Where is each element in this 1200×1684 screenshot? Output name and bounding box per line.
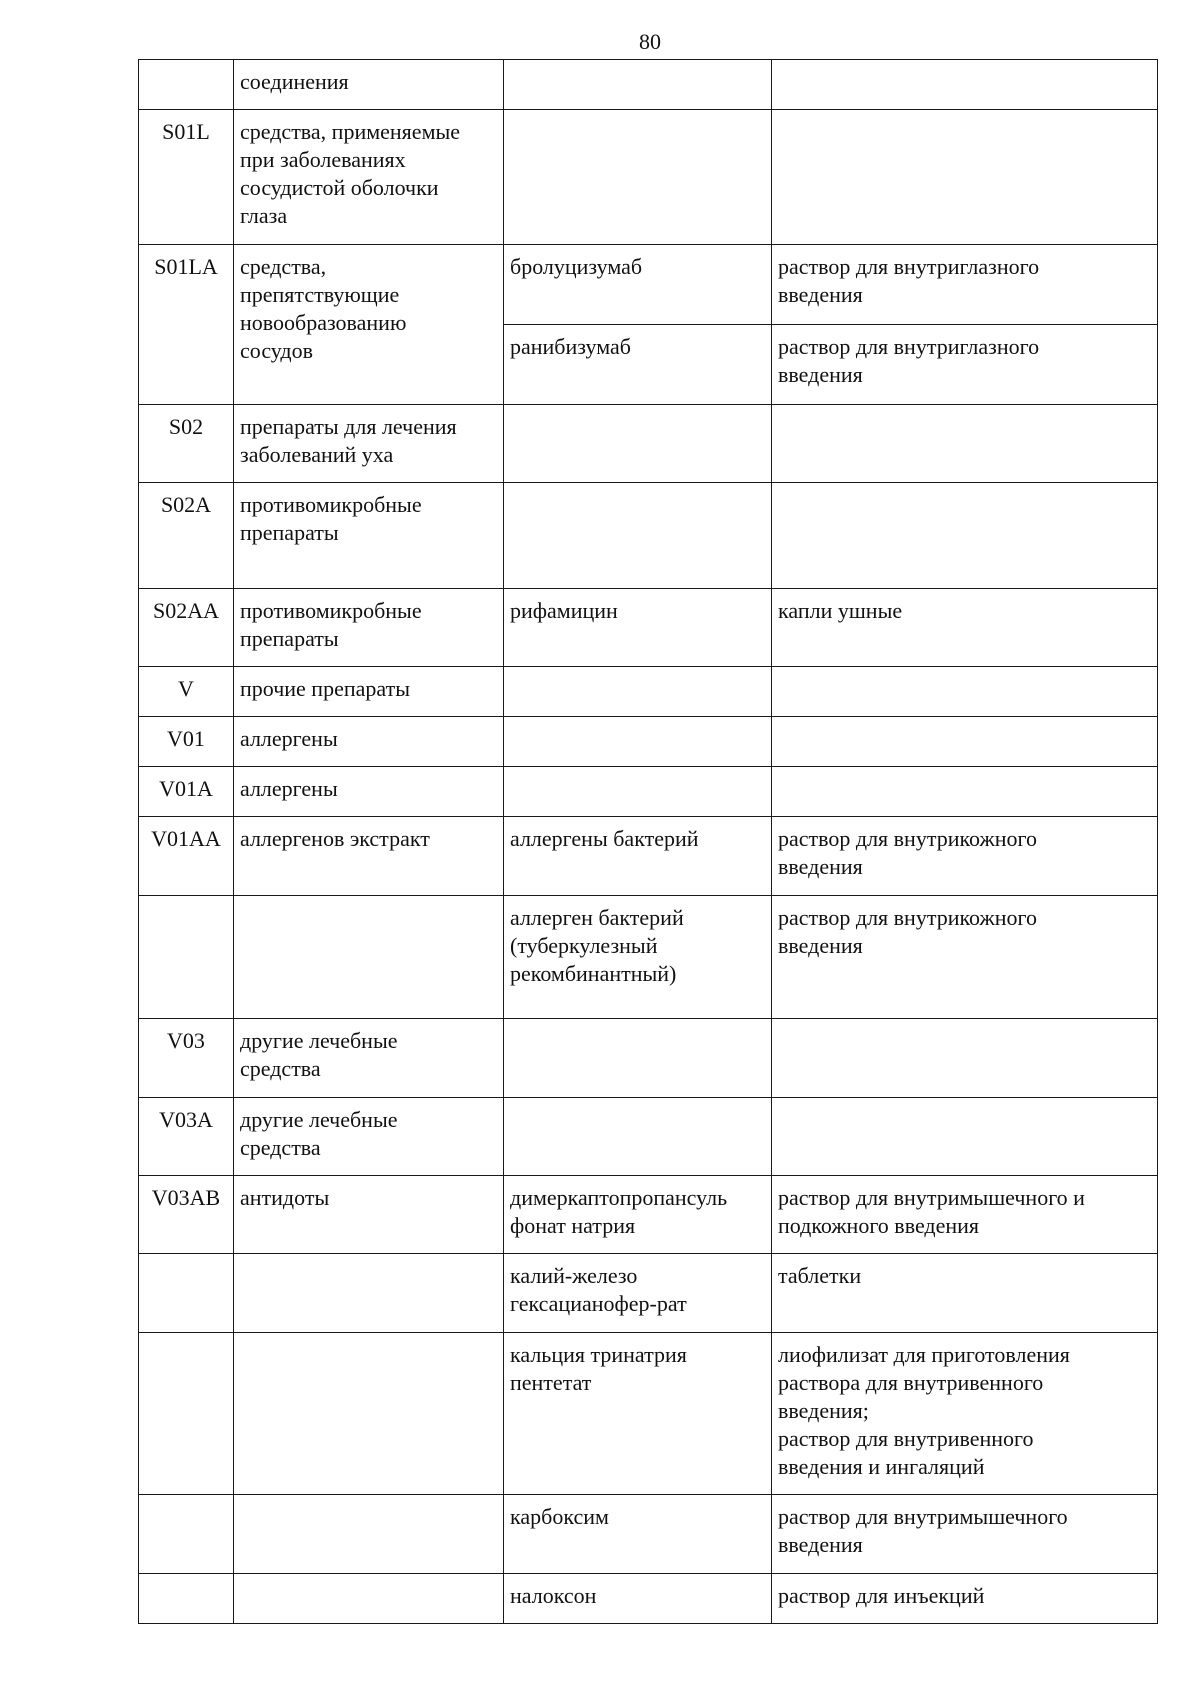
- form-cell: [772, 110, 1158, 245]
- code-cell: [139, 1495, 234, 1574]
- substance-cell: [504, 717, 772, 767]
- group-cell: [234, 896, 504, 1019]
- form-cell: раствор для внутримышечного и подкожного введения: [772, 1176, 1158, 1254]
- substance-cell: аллерген бактерий (туберкулезный рекомбинантный): [504, 896, 772, 1019]
- table-row: [139, 60, 1158, 110]
- substance-cell: [504, 405, 772, 483]
- form-cell: таблетки: [772, 1254, 1158, 1333]
- substance-cell: [504, 1098, 772, 1176]
- code-cell: V03AB: [139, 1176, 234, 1254]
- group-cell: соединения: [234, 60, 504, 110]
- group-cell: другие лечебные средства: [234, 1098, 504, 1176]
- table-row: [139, 589, 1158, 667]
- code-cell: S02A: [139, 483, 234, 589]
- form-cell: капли ушные: [772, 589, 1158, 667]
- table-row: [139, 110, 1158, 245]
- substance-cell: [504, 483, 772, 589]
- group-cell: средства, применяемые при заболеваниях сосудистой оболочки глаза: [234, 110, 504, 245]
- group-cell: средства, препятствующие новообразованию сосудов: [234, 245, 504, 405]
- substance-cell: [504, 767, 772, 817]
- code-cell: V01: [139, 717, 234, 767]
- form-cell: [772, 667, 1158, 717]
- group-cell: противомикробные препараты: [234, 483, 504, 589]
- code-cell: [139, 1333, 234, 1495]
- code-cell: V01AA: [139, 817, 234, 896]
- form-cell: лиофилизат для приготовления раствора для внутривенного введения; раствор для внутривенного введения и ингаляций: [772, 1333, 1158, 1495]
- code-cell: [139, 1574, 234, 1624]
- group-cell: антидоты: [234, 1176, 504, 1254]
- code-cell: S02AA: [139, 589, 234, 667]
- group-cell: аллергены: [234, 717, 504, 767]
- table-row: [139, 1019, 1158, 1098]
- form-cell: [772, 1098, 1158, 1176]
- substance-cell: [504, 667, 772, 717]
- table-row: [139, 896, 1158, 1019]
- code-cell: S01L: [139, 110, 234, 245]
- form-cell: раствор для инъекций: [772, 1574, 1158, 1624]
- group-cell: [234, 1574, 504, 1624]
- form-cell: [772, 60, 1158, 110]
- group-cell: аллергены: [234, 767, 504, 817]
- substance-cell: калий-железо гексацианофер-рат: [504, 1254, 772, 1333]
- form-cell: раствор для внутриглазного введения: [772, 325, 1158, 405]
- substance-cell: бролуцизумаб: [504, 245, 772, 325]
- form-cell: раствор для внутрикожного введения: [772, 896, 1158, 1019]
- code-cell: S02: [139, 405, 234, 483]
- group-cell: другие лечебные средства: [234, 1019, 504, 1098]
- group-cell: препараты для лечения заболеваний уха: [234, 405, 504, 483]
- substance-cell: аллергены бактерий: [504, 817, 772, 896]
- group-cell: [234, 1254, 504, 1333]
- table-row: [139, 1254, 1158, 1333]
- table-row: [139, 245, 1158, 325]
- form-cell: раствор для внутримышечного введения: [772, 1495, 1158, 1574]
- code-cell: [139, 896, 234, 1019]
- substance-cell: [504, 1019, 772, 1098]
- code-cell: S01LA: [139, 245, 234, 405]
- code-cell: [139, 1254, 234, 1333]
- substance-cell: [504, 60, 772, 110]
- form-cell: раствор для внутриглазного введения: [772, 245, 1158, 325]
- page-number: 80: [639, 29, 661, 54]
- table-row: [139, 1495, 1158, 1574]
- table-row: [139, 1098, 1158, 1176]
- substance-cell: налоксон: [504, 1574, 772, 1624]
- drug-table: [138, 59, 1158, 1624]
- substance-cell: ранибизумаб: [504, 325, 772, 405]
- form-cell: [772, 405, 1158, 483]
- code-cell: [139, 60, 234, 110]
- code-cell: V03: [139, 1019, 234, 1098]
- group-cell: прочие препараты: [234, 667, 504, 717]
- substance-cell: карбоксим: [504, 1495, 772, 1574]
- code-cell: V: [139, 667, 234, 717]
- substance-cell: кальция тринатрия пентетат: [504, 1333, 772, 1495]
- substance-cell: рифамицин: [504, 589, 772, 667]
- substance-cell: димеркаптопропансуль фонат натрия: [504, 1176, 772, 1254]
- form-cell: раствор для внутрикожного введения: [772, 817, 1158, 896]
- form-cell: [772, 1019, 1158, 1098]
- form-cell: [772, 767, 1158, 817]
- table-row: [139, 1176, 1158, 1254]
- table-row: [139, 405, 1158, 483]
- substance-cell: [504, 110, 772, 245]
- group-cell: противомикробные препараты: [234, 589, 504, 667]
- table-row: [139, 1333, 1158, 1495]
- form-cell: [772, 483, 1158, 589]
- group-cell: аллергенов экстракт: [234, 817, 504, 896]
- table-row: [139, 767, 1158, 817]
- table-row: [139, 667, 1158, 717]
- table-row: [139, 483, 1158, 589]
- table-row: [139, 717, 1158, 767]
- code-cell: V01A: [139, 767, 234, 817]
- group-cell: [234, 1333, 504, 1495]
- table-row: [139, 817, 1158, 896]
- code-cell: V03A: [139, 1098, 234, 1176]
- form-cell: [772, 717, 1158, 767]
- group-cell: [234, 1495, 504, 1574]
- table-row: [139, 1574, 1158, 1624]
